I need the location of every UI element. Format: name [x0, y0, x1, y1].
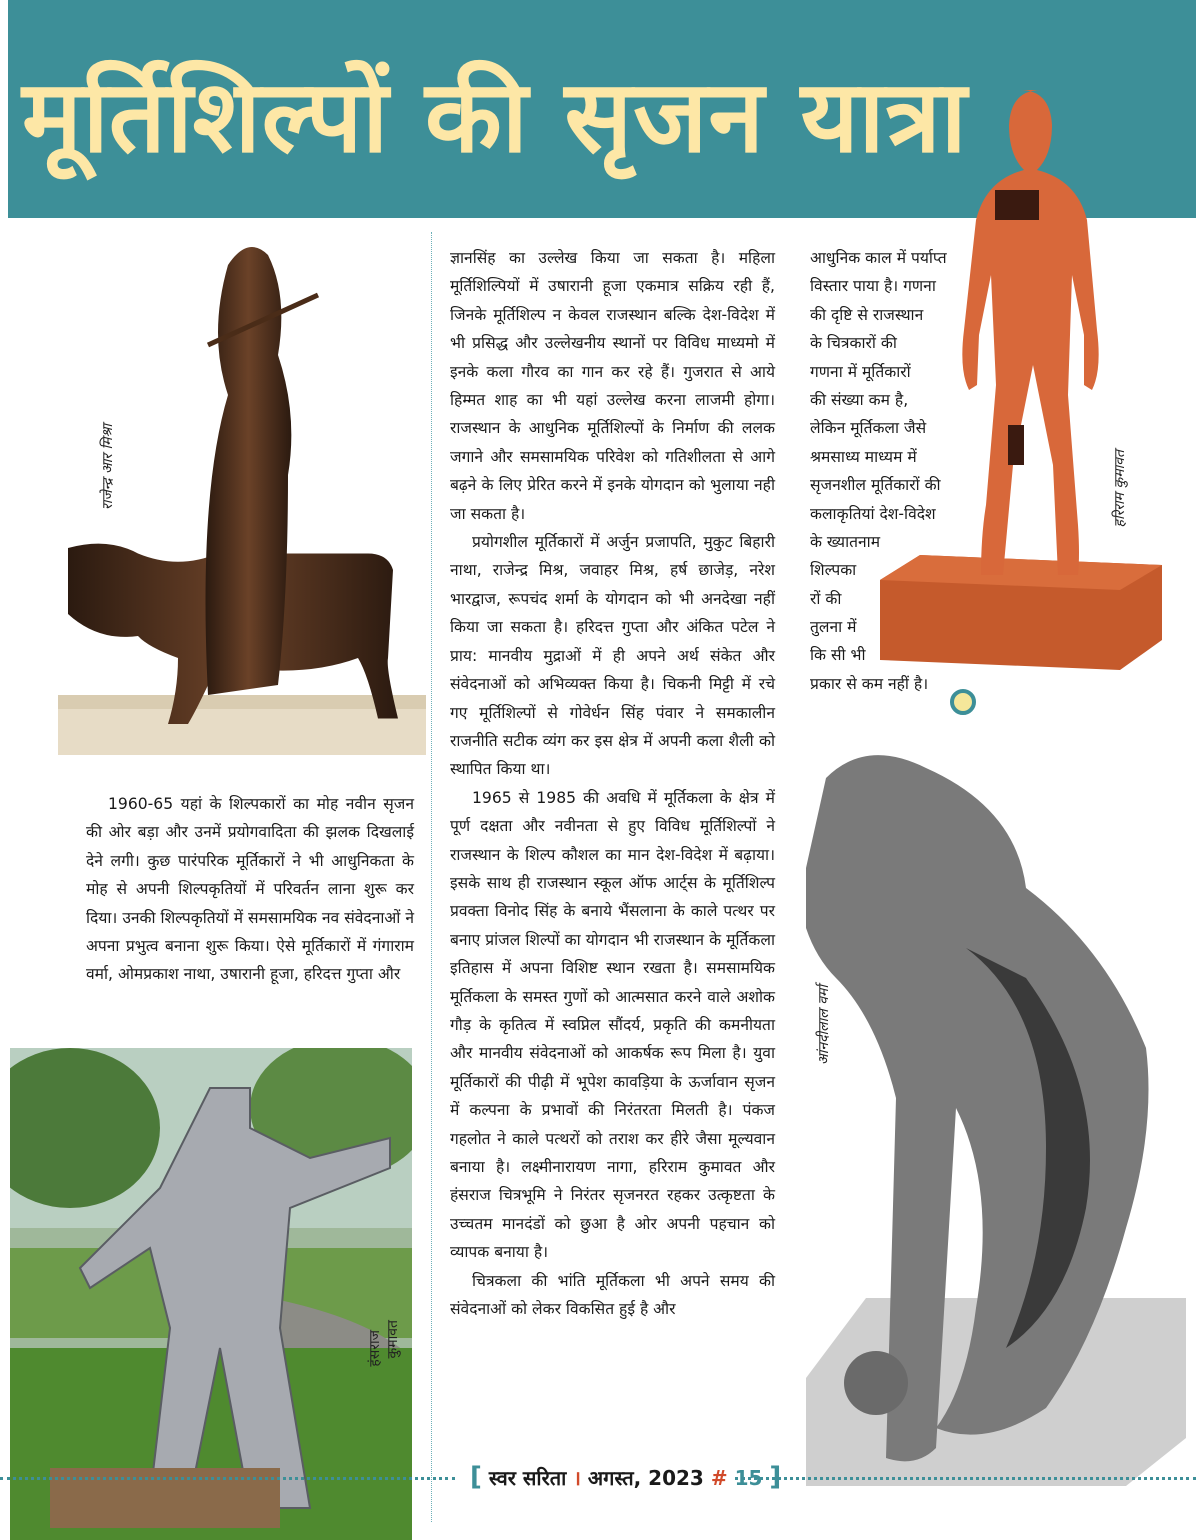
- right-column-text: [810, 244, 947, 698]
- left-column-text: [86, 790, 414, 989]
- caption-anandilal-verma: आंनदीलाल वर्मा: [816, 985, 832, 1065]
- footer-page-number: 15: [734, 1466, 763, 1490]
- right-line: लेकिन मूर्तिकला जैसे: [810, 419, 927, 438]
- end-of-article-bullet: [950, 689, 976, 715]
- caption-hansraj: हंसराज: [367, 1330, 383, 1367]
- column-divider: [431, 232, 432, 1522]
- right-line: की संख्या कम है,: [810, 390, 909, 409]
- caption-rajendra-mishra: राजेन्द्र आर मिश्रा: [100, 424, 116, 510]
- right-line: रों की: [810, 589, 842, 608]
- left-paragraph-1: 1960-65 यहां के शिल्पकारों का मोह नवीन सृजन की ओर बड़ा और उनमें प्रयोगवादिता की झलक दिखलाई देने लगी। कुछ पारंपरिक मूर्तिकारों ने भी आधुनिकता के मोह से अपनी शिल्पकृतियों में परिवर्तन लाना शुरू कर दिया। उनकी शिल्पकृतियों में समसामयिक नव संवेदनाओं ने अपना प्रभुत्व बनाना शुरू किया। ऐसे मूर्तिकारों में गंगाराम वर्मा, ओमप्रकाश नाथा, उषारानी हूजा, हरिदत्त गुप्ता और: [86, 795, 414, 984]
- right-line: की दृष्टि से राजस्थान: [810, 305, 924, 324]
- footer-date: अगस्त, 2023: [587, 1466, 704, 1490]
- middle-paragraph-3: 1965 से 1985 की अवधि में मूर्तिकला के क्षेत्र में पूर्ण दक्षता और नवीनता से हुए विविध मूर्तिशिल्पों ने राजस्थान के शिल्प कौशल का मान देश-विदेश में बढ़ाया। इसके साथ ही राजस्थान स्कूल ऑफ आर्ट्स के मूर्तिशिल्प प्रवक्ता विनोद सिंह के बनाये भैंसलाना के काले पत्थर पर बनाए प्रांजल शिल्पों का योगदान भी राजस्थान के मूर्तिकला इतिहास में अपना विशिष्ट स्थान रखता है। समसामयिक मूर्तिकला के समस्त गुणों को आत्मसात करने वाले अशोक गौड़ के कृतित्व में स्वप्निल सौंदर्य, प्रकृति की कमनीयता और मानवीय संवेदनाओं को आकर्षक रूप मिला है। युवा मूर्तिकारों की पीढ़ी में भूपेश कावड़िया के ऊर्जावान सृजन में कल्पना के प्रभावों की निरंतरता मिलती है। पंकज गहलोत ने काले पत्थरों को तराश कर हीरे जैसा मूल्यवान बनाया है। लक्ष्मीनारायण नागा, हरिराम कुमावत और हंसराज चित्रभूमि ने निरंतर सृजनरत रहकर उत्कृष्टता के उच्चतम मानदंडों को छुआ है ओर अपनी पहचान को व्यापक बनाया है।: [450, 788, 775, 1262]
- footer-hash: #: [710, 1466, 728, 1490]
- right-line: शिल्पका: [810, 561, 857, 580]
- page-title: मूर्तिशिल्पों की सृजन यात्रा: [22, 58, 968, 175]
- footer-bracket-left: [: [470, 1462, 482, 1492]
- middle-paragraph-2: प्रयोगशील मूर्तिकारों में अर्जुन प्रजापति, मुकुट बिहारी नाथा, राजेन्द्र मिश्र, जवाहर मिश्र, हर्ष छाजेड़, नरेश भारद्वाज, रूपचंद शर्मा के योगदान को भी अनदेखा नहीं किया जा सकता है। हरिदत्त गुप्ता और अंकित पटेल ने प्राय: मानवीय मुद्राओं में ही अपने अर्थ संकेत और संवेदनाओं को अभिव्यक्त किया है। चिकनी मिट्टी में रचे गए मूर्तिशिल्पों से गोवेर्धन सिंह पंवार ने समकालीन राजनीति सटीक व्यंग कर इस क्षेत्र में अपनी कला शैली को स्थापित किया था।: [450, 533, 775, 779]
- middle-column-text: [450, 244, 775, 1323]
- photo-abstract-stone-sculpture: [806, 738, 1186, 1486]
- footer-dotline-left: [0, 1477, 455, 1480]
- caption-hariram-kumawat-top: हरिराम कुमावत: [1112, 450, 1128, 528]
- right-line: के चित्रकारों की: [810, 334, 897, 353]
- caption-kumawat: कुमावत: [385, 1320, 401, 1359]
- right-line: आधुनिक काल में पर्याप्त: [810, 249, 947, 267]
- right-line: कलाकृतियां देश-विदेश: [810, 504, 936, 523]
- right-line: के ख्यातनाम: [810, 532, 881, 551]
- right-line: कि सी भी: [810, 646, 866, 665]
- photo-metal-sculpture-garden: [10, 1048, 412, 1540]
- right-line: विस्तार पाया है। गणना: [810, 277, 936, 296]
- right-line: तुलना में: [810, 618, 857, 637]
- footer-magazine: स्वर सरिता: [488, 1466, 567, 1490]
- footer-dotline-right: [735, 1477, 1196, 1480]
- right-line: श्रमसाध्य माध्यम में: [810, 447, 917, 466]
- footer: [470, 1462, 781, 1492]
- footer-bracket-right: ]: [769, 1462, 782, 1492]
- right-line: प्रकार से कम नहीं है।: [810, 674, 929, 693]
- middle-paragraph-4: चित्रकला की भांति मूर्तिकला भी अपने समय की संवेदनाओं को लेकर विकसित हुई है और: [450, 1271, 776, 1319]
- right-line: गणना में मूर्तिकारों: [810, 362, 911, 381]
- middle-paragraph-1: ज्ञानसिंह का उल्लेख किया जा सकता है। महिला मूर्तिशिल्पियों में उषारानी हूजा एकमात्र सक्रिय रही हैं, जिनके मूर्तिशिल्प न केवल राजस्थान बल्कि देश-विदेश में भी प्रसिद्ध और उल्लेखनीय स्थानों पर विविध माध्यमो में इनके कला गौरव का गान कर रहे हैं। गुजरात से आये हिम्मत शाह का भी यहां उल्लेख करना लाजमी होगा।राजस्थान के आधुनिक मूर्तिशिल्पों के निर्माण की ललक जगाने और समसामयिक परिवेश को गतिशीलता से आगे बढ़ने के लिए प्रेरित करने में इनके योगदान को भुलाया नही जा सकता है।: [450, 249, 775, 523]
- footer-separator: ।: [573, 1466, 581, 1490]
- right-line: सृजनशील मूर्तिकारों की: [810, 476, 941, 495]
